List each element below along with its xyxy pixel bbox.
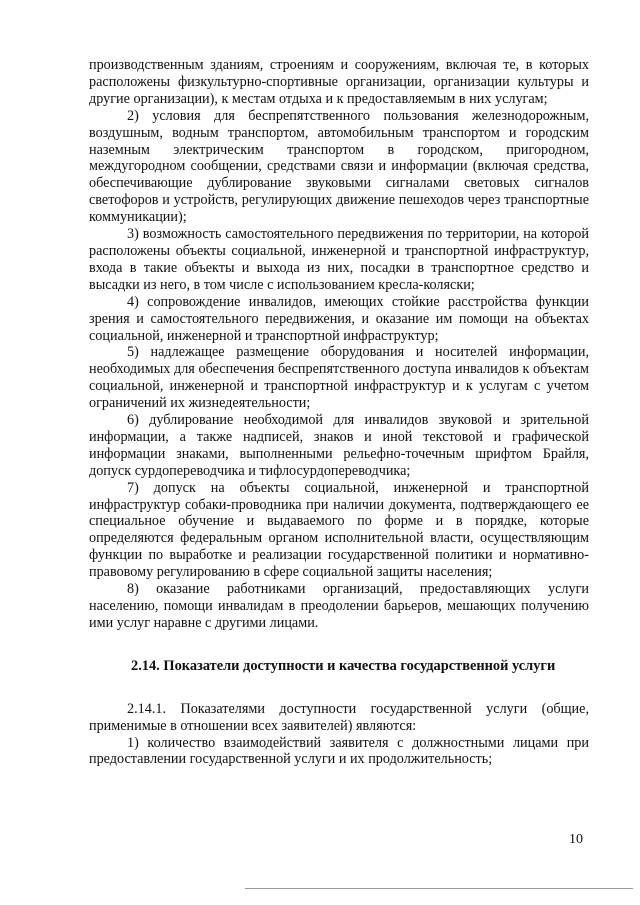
paragraph-indicator-1: 1) количество взаимодействий заявителя с должностными лицами при предоставлении государственной услуги и их продолжительность; (89, 734, 589, 768)
paragraph-2-14-1: 2.14.1. Показателями доступности государственной услуги (общие, применимые в отношении всех заявителей) являются: (89, 700, 589, 734)
footer-divider (245, 888, 633, 889)
paragraph-item-8: 8) оказание работниками организаций, предоставляющих услуги населению, помощи инвалидам в преодолении барьеров, мешающих получению ими услуг наравне с другими лицами. (89, 581, 589, 631)
paragraph-continuation: производственным зданиям, строениям и сооружениям, включая те, в которых расположены физкультурно-спортивные организации, организации культуры и другие организации), к местам отдыха и к предоставляемым в них услугам; (89, 57, 589, 107)
paragraph-item-3: 3) возможность самостоятельного передвижения по территории, на которой расположены объекты социальной, инженерной и транспортной инфраструктур, входа в такие объекты и выхода из них, посадки в транспортное средство и высадки из него, в том числе с использованием кресла-коляски; (89, 226, 589, 293)
page-number: 10 (569, 832, 583, 847)
section-heading: 2.14. Показатели доступности и качества государственной услуги (131, 657, 556, 674)
paragraph-item-6: 6) дублирование необходимой для инвалидов звуковой и зрительной информации, а также надписей, знаков и иной текстовой и графической информации знаками, выполненными рельефно-точечным шрифтом Брайля, допуск сурдопереводчика и тифлосурдопереводчика; (89, 412, 589, 479)
document-body (89, 57, 589, 768)
paragraph-item-5: 5) надлежащее размещение оборудования и носителей информации, необходимых для обеспечения беспрепятственного доступа инвалидов к объектам социальной, инженерной и транспортной инфраструктур и к услугам с учетом ограничений их жизнедеятельности; (89, 344, 589, 412)
paragraph-item-7: 7) допуск на объекты социальной, инженерной и транспортной инфраструктур собаки-проводника при наличии документа, подтверждающего ее специальное обучение и выдаваемого по форме и в порядке, которые определяются федеральным органом исполнительной власти, осуществляющим функции по выработке и реализации государственной политики и нормативно-правовому регулированию в сфере социальной защиты населения; (89, 479, 589, 581)
paragraph-item-2: 2) условия для беспрепятственного пользования железнодорожным, воздушным, водным транспортом, автомобильным транспортом и городским наземным электрическим транспортом в городском, пригородном, междугородном сообщении, средствами связи и информации (включая средства, обеспечивающие дублирование звуковыми сигналами световых сигналов светофоров и устройств, регулирующих движение пешеходов через транспортные коммуникации); (89, 107, 589, 226)
paragraph-item-4: 4) сопровождение инвалидов, имеющих стойкие расстройства функции зрения и самостоятельного передвижения, и оказание им помощи на объектах социальной, инженерной и транспортной инфраструктур; (89, 293, 589, 344)
